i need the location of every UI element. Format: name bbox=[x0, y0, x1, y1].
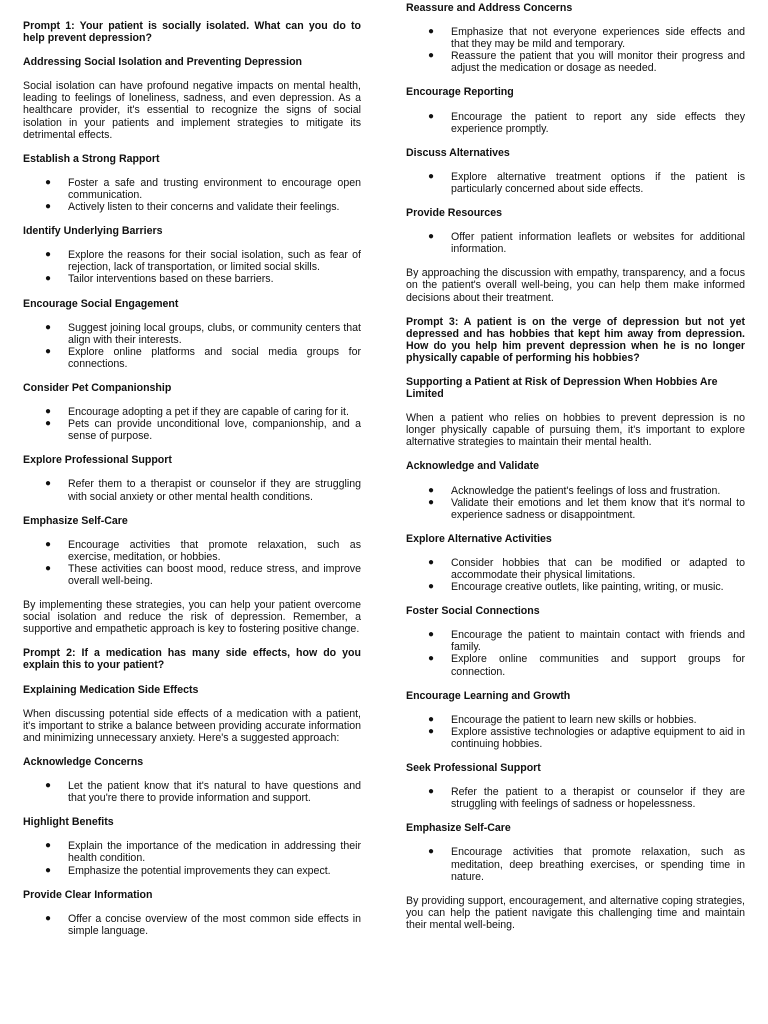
list-item-text: Emphasize that not everyone experiences side effects and that they may be mild and temporary. bbox=[451, 26, 745, 51]
list-item-text: Tailor interventions based on these barriers. bbox=[68, 273, 274, 286]
bullet-list bbox=[23, 539, 361, 587]
list-item-text: Encourage the patient to report any side effects they experience promptly. bbox=[451, 110, 745, 135]
list-item-text: Emphasize the potential improvements they can expect. bbox=[68, 864, 331, 877]
list-item bbox=[406, 726, 745, 750]
list-item bbox=[406, 485, 745, 497]
bullet-list bbox=[23, 780, 361, 804]
list-item-text: Encourage adopting a pet if they are capable of caring for it. bbox=[68, 406, 349, 419]
list-item-text: Acknowledge the patient's feelings of loss and frustration. bbox=[451, 484, 721, 497]
bullet-icon: ● bbox=[45, 538, 52, 550]
bullet-icon: ● bbox=[45, 478, 52, 490]
list-item-text: Consider hobbies that can be modified or adapted to accommodate their physical limitations. bbox=[451, 556, 745, 581]
list-item-text: Encourage the patient to maintain contact with friends and family. bbox=[451, 629, 745, 654]
section-heading-encourage-learning-and-growth: Encourage Learning and Growth bbox=[406, 689, 571, 702]
section-heading-provide-clear-information: Provide Clear Information bbox=[23, 888, 153, 901]
list-item bbox=[406, 497, 745, 521]
list-item bbox=[406, 629, 745, 653]
bullet-icon: ● bbox=[45, 418, 52, 430]
bullet-icon: ● bbox=[428, 786, 435, 798]
body-paragraph: When a patient who relies on hobbies to prevent depression is no longer physically capable of pursuing them, it's important to explore alternative strategies to maintain their mental health. bbox=[406, 412, 745, 449]
body-paragraph: When discussing potential side effects of a medication with a patient, it's important to strike a balance between providing accurate information and minimizing unnecessary anxiety. Here's a suggested approach: bbox=[23, 707, 361, 744]
bullet-list bbox=[406, 171, 745, 195]
list-item-text: Encourage the patient to learn new skills or hobbies. bbox=[451, 713, 697, 726]
section-heading-discuss-alternatives: Discuss Alternatives bbox=[406, 146, 510, 159]
section-heading-explore-alternative-activities: Explore Alternative Activities bbox=[406, 532, 552, 545]
body-paragraph: By approaching the discussion with empathy, transparency, and a focus on the patient's overall well-being, you can help them make informed decisions about their treatment. bbox=[406, 267, 745, 304]
list-item bbox=[406, 714, 745, 726]
bullet-icon: ● bbox=[428, 50, 435, 62]
list-item-text: Explore online communities and support groups for connection. bbox=[451, 653, 745, 678]
bullet-list bbox=[23, 249, 361, 285]
section-heading-establish-a-strong-rapport: Establish a Strong Rapport bbox=[23, 152, 160, 165]
list-item bbox=[406, 50, 745, 74]
section-heading-seek-professional-support: Seek Professional Support bbox=[406, 762, 541, 775]
list-item-text: These activities can boost mood, reduce stress, and improve overall well-being. bbox=[68, 562, 361, 587]
section-heading-consider-pet-companionship: Consider Pet Companionship bbox=[23, 381, 172, 394]
bullet-icon: ● bbox=[45, 562, 52, 574]
list-item bbox=[406, 26, 745, 50]
section-heading-highlight-benefits: Highlight Benefits bbox=[23, 816, 114, 829]
list-item bbox=[23, 478, 361, 502]
right-column bbox=[406, 2, 745, 931]
section-heading-explaining-medication-side-effects: Explaining Medication Side Effects bbox=[23, 683, 199, 696]
list-item bbox=[23, 346, 361, 370]
bullet-icon: ● bbox=[428, 581, 435, 593]
list-item-text: Offer patient information leaflets or websites for additional information. bbox=[451, 231, 745, 256]
list-item bbox=[406, 171, 745, 195]
bullet-icon: ● bbox=[45, 406, 52, 418]
list-item-text: Offer a concise overview of the most common side effects in simple language. bbox=[68, 912, 361, 937]
bullet-icon: ● bbox=[45, 840, 52, 852]
bullet-list bbox=[406, 485, 745, 521]
bullet-list bbox=[406, 557, 745, 593]
bullet-list bbox=[406, 26, 745, 74]
body-paragraph: By providing support, encouragement, and alternative coping strategies, you can help the patient navigate this challenging time and maintain their mental well-being. bbox=[406, 894, 745, 931]
list-item-text: Foster a safe and trusting environment to encourage open communication. bbox=[68, 176, 361, 201]
list-item-text: Validate their emotions and let them know that it's normal to experience sadness or disappointment. bbox=[451, 496, 745, 521]
list-item bbox=[23, 406, 361, 418]
list-item bbox=[23, 322, 361, 346]
list-item bbox=[23, 249, 361, 273]
bullet-icon: ● bbox=[45, 345, 52, 357]
bullet-icon: ● bbox=[428, 713, 435, 725]
list-item bbox=[406, 653, 745, 677]
bullet-list bbox=[23, 406, 361, 442]
bullet-icon: ● bbox=[45, 201, 52, 213]
body-paragraph: Social isolation can have profound negative impacts on mental health, leading to feelings of loneliness, sadness, and even depression. As a healthcare provider, it's essential to recognize the signs of social isolation in your patients and implement strategies to mitigate its detrimental effects. bbox=[23, 80, 361, 141]
section-heading-foster-social-connections: Foster Social Connections bbox=[406, 605, 540, 618]
prompt-heading: Prompt 1: Your patient is socially isolated. What can you do to help prevent depression? bbox=[23, 20, 361, 45]
bullet-icon: ● bbox=[45, 273, 52, 285]
section-heading-acknowledge-and-validate: Acknowledge and Validate bbox=[406, 460, 540, 473]
list-item-text: Reassure the patient that you will monitor their progress and adjust the medication or dosage as needed. bbox=[451, 50, 745, 75]
list-item bbox=[406, 557, 745, 581]
list-item bbox=[23, 177, 361, 201]
list-item-text: Refer the patient to a therapist or counselor if they are struggling with feelings of sadness or hopelessness. bbox=[451, 786, 745, 811]
bullet-icon: ● bbox=[428, 629, 435, 641]
section-heading-encourage-social-engagement: Encourage Social Engagement bbox=[23, 297, 179, 310]
bullet-list bbox=[23, 840, 361, 876]
bullet-list bbox=[406, 629, 745, 677]
list-item bbox=[23, 273, 361, 285]
section-heading-acknowledge-concerns: Acknowledge Concerns bbox=[23, 755, 144, 768]
list-item bbox=[23, 539, 361, 563]
bullet-icon: ● bbox=[45, 912, 52, 924]
list-item bbox=[23, 201, 361, 213]
list-item-text: Encourage activities that promote relaxation, such as meditation, deep breathing exercises, or spending time in nature. bbox=[451, 846, 745, 883]
list-item bbox=[406, 111, 745, 135]
bullet-icon: ● bbox=[428, 846, 435, 858]
list-item-text: Explain the importance of the medication in addressing their health condition. bbox=[68, 840, 361, 865]
list-item bbox=[23, 865, 361, 877]
prompt-heading: Prompt 3: A patient is on the verge of depression but not yet depressed and has hobbies that kept him away from depression. How do you help him prevent depression when he is no longer physically capable of performing his hobbies? bbox=[406, 315, 745, 364]
bullet-list bbox=[23, 322, 361, 370]
list-item-text: Encourage activities that promote relaxation, such as exercise, meditation, or hobbies. bbox=[68, 538, 361, 563]
left-column bbox=[23, 20, 361, 937]
section-heading-supporting-a-patient-at-risk-of-depressi: Supporting a Patient at Risk of Depression When Hobbies Are Limited bbox=[406, 375, 718, 401]
section-heading-emphasize-self-care: Emphasize Self-Care bbox=[406, 822, 511, 835]
bullet-list bbox=[406, 111, 745, 135]
list-item-text: Explore alternative treatment options if the patient is particularly concerned about side effects. bbox=[451, 170, 745, 195]
list-item-text: Refer them to a therapist or counselor if they are struggling with social anxiety or other mental health conditions. bbox=[68, 478, 361, 503]
bullet-icon: ● bbox=[428, 496, 435, 508]
bullet-icon: ● bbox=[428, 556, 435, 568]
list-item bbox=[23, 780, 361, 804]
bullet-icon: ● bbox=[428, 231, 435, 243]
bullet-icon: ● bbox=[45, 321, 52, 333]
section-heading-identify-underlying-barriers: Identify Underlying Barriers bbox=[23, 225, 163, 238]
bullet-icon: ● bbox=[428, 170, 435, 182]
list-item bbox=[23, 913, 361, 937]
list-item bbox=[406, 581, 745, 593]
bullet-icon: ● bbox=[428, 26, 435, 38]
bullet-icon: ● bbox=[45, 176, 52, 188]
list-item-text: Encourage creative outlets, like painting, writing, or music. bbox=[451, 581, 724, 594]
bullet-icon: ● bbox=[428, 725, 435, 737]
list-item-text: Let the patient know that it's natural to have questions and that you're there to provide information and support. bbox=[68, 780, 361, 805]
list-item-text: Explore online platforms and social media groups for connections. bbox=[68, 345, 361, 370]
bullet-icon: ● bbox=[428, 110, 435, 122]
bullet-icon: ● bbox=[45, 780, 52, 792]
list-item bbox=[23, 840, 361, 864]
list-item bbox=[23, 563, 361, 587]
prompt-heading: Prompt 2: If a medication has many side effects, how do you explain this to your patient? bbox=[23, 647, 361, 672]
bullet-icon: ● bbox=[428, 653, 435, 665]
bullet-list bbox=[23, 177, 361, 213]
list-item-text: Explore assistive technologies or adaptive equipment to aid in continuing hobbies. bbox=[451, 725, 745, 750]
section-heading-provide-resources: Provide Resources bbox=[406, 207, 502, 220]
list-item bbox=[406, 846, 745, 882]
bullet-list bbox=[406, 231, 745, 255]
list-item-text: Suggest joining local groups, clubs, or community centers that align with their interests. bbox=[68, 321, 361, 346]
list-item-text: Pets can provide unconditional love, companionship, and a sense of purpose. bbox=[68, 418, 361, 443]
list-item-text: Explore the reasons for their social isolation, such as fear of rejection, lack of transportation, or limited social skills. bbox=[68, 249, 361, 274]
bullet-list bbox=[406, 786, 745, 810]
section-heading-reassure-and-address-concerns: Reassure and Address Concerns bbox=[406, 2, 573, 14]
list-item bbox=[23, 418, 361, 442]
section-heading-explore-professional-support: Explore Professional Support bbox=[23, 454, 172, 467]
list-item bbox=[406, 231, 745, 255]
section-heading-addressing-social-isolation-and-preventi: Addressing Social Isolation and Preventing Depression bbox=[23, 56, 303, 69]
list-item bbox=[406, 786, 745, 810]
bullet-icon: ● bbox=[45, 864, 52, 876]
bullet-list bbox=[406, 714, 745, 750]
list-item-text: Actively listen to their concerns and validate their feelings. bbox=[68, 201, 340, 214]
bullet-list bbox=[23, 478, 361, 502]
section-heading-emphasize-self-care: Emphasize Self-Care bbox=[23, 514, 128, 527]
bullet-icon: ● bbox=[428, 484, 435, 496]
bullet-list bbox=[406, 846, 745, 882]
bullet-icon: ● bbox=[45, 249, 52, 261]
bullet-list bbox=[23, 913, 361, 937]
body-paragraph: By implementing these strategies, you can help your patient overcome social isolation and reduce the risk of depression. Remember, a supportive and empathetic approach is key to fostering positive change. bbox=[23, 599, 361, 636]
section-heading-encourage-reporting: Encourage Reporting bbox=[406, 86, 514, 99]
